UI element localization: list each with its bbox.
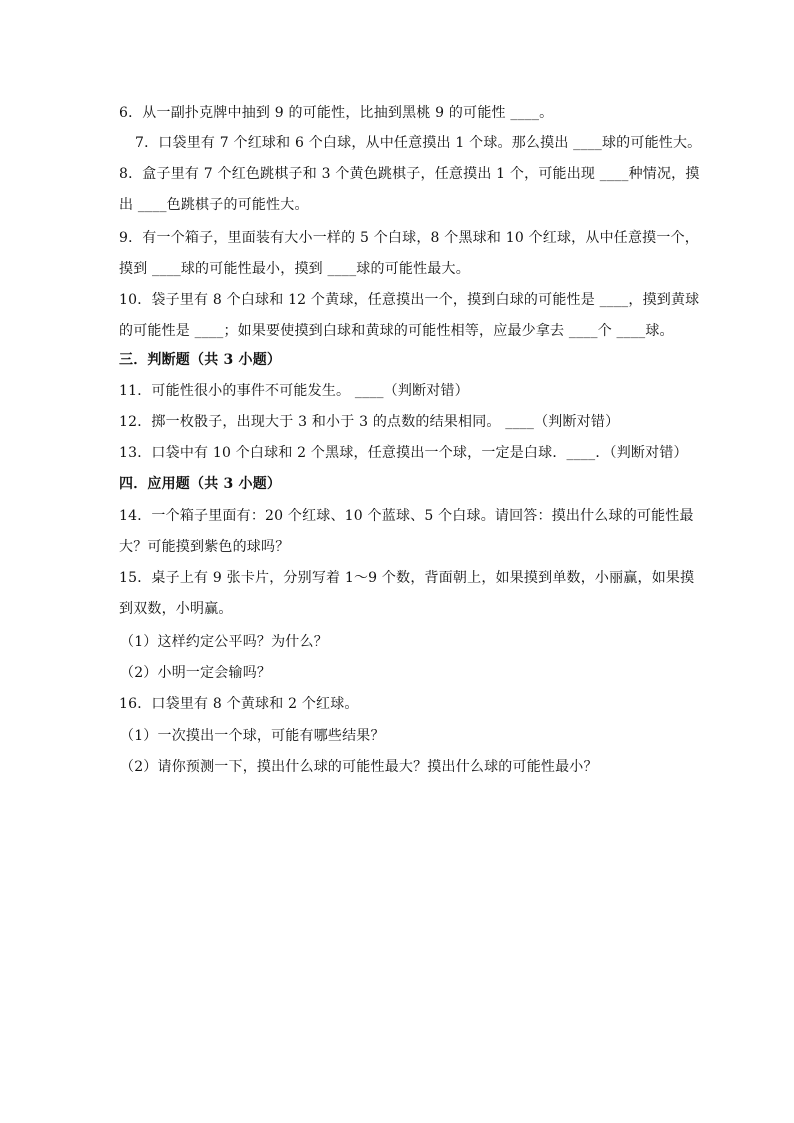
question-16: 16．口袋里有 8 个黄球和 2 个红球。 bbox=[119, 696, 359, 712]
question-7: 7．口袋里有 7 个红球和 6 个白球，从中任意摸出 1 个球。那么摸出 ____球的可能性大。 bbox=[135, 135, 702, 151]
question-15-part-1: （1）这样约定公平吗？为什么？ bbox=[120, 634, 328, 650]
question-15-part-2: （2）小明一定会输吗？ bbox=[120, 665, 272, 681]
question-10-line-1: 10．袋子里有 8 个白球和 12 个黄球，任意摸出一个，摸到白球的可能性是 ____，摸到黄球 bbox=[119, 292, 700, 308]
question-15-line-2: 到双数，小明赢。 bbox=[119, 601, 233, 617]
question-9-line-2: 摸到 ____球的可能性最小，摸到 ____球的可能性最大。 bbox=[119, 261, 470, 277]
question-8-line-1: 8．盒子里有 7 个红色跳棋子和 3 个黄色跳棋子，任意摸出 1 个，可能出现 ____种情况，摸 bbox=[119, 166, 700, 182]
question-16-part-2: （2）请你预测一下，摸出什么球的可能性最大？摸出什么球的可能性最小？ bbox=[120, 759, 598, 775]
question-12: 12．掷一枚骰子，出现大于 3 和小于 3 的点数的结果相同。 ____（判断对错） bbox=[119, 414, 620, 430]
question-13: 13．口袋中有 10 个白球和 2 个黑球，任意摸出一个球，一定是白球．____．（判断对错） bbox=[119, 445, 688, 461]
question-6: 6．从一副扑克牌中抽到 9 的可能性，比抽到黑桃 9 的可能性 ____。 bbox=[119, 105, 554, 121]
section-heading-judgement: 三．判断题（共 3 小题） bbox=[119, 352, 282, 368]
question-16-part-1: （1）一次摸出一个球，可能有哪些结果？ bbox=[120, 728, 385, 744]
question-14-line-2: 大？可能摸到紫色的球吗？ bbox=[119, 539, 290, 555]
question-9-line-1: 9．有一个箱子，里面装有大小一样的 5 个白球，8 个黑球和 10 个红球，从中任意摸一个， bbox=[119, 230, 699, 246]
question-14-line-1: 14．一个箱子里面有：20 个红球、10 个蓝球、5 个白球。请回答：摸出什么球的可能性最 bbox=[119, 508, 694, 524]
question-8-line-2: 出 ____色跳棋子的可能性大。 bbox=[119, 197, 309, 213]
section-heading-application: 四．应用题（共 3 小题） bbox=[119, 476, 282, 492]
question-15-line-1: 15．桌子上有 9 张卡片，分别写着 1～9 个数，背面朝上，如果摸到单数，小丽赢，如果摸 bbox=[119, 570, 695, 586]
question-11: 11．可能性很小的事件不可能发生。 ____（判断对错） bbox=[119, 383, 469, 399]
question-10-line-2: 的可能性是 ____；如果要使摸到白球和黄球的可能性相等，应最少拿去 ____个 ____球。 bbox=[119, 323, 674, 339]
